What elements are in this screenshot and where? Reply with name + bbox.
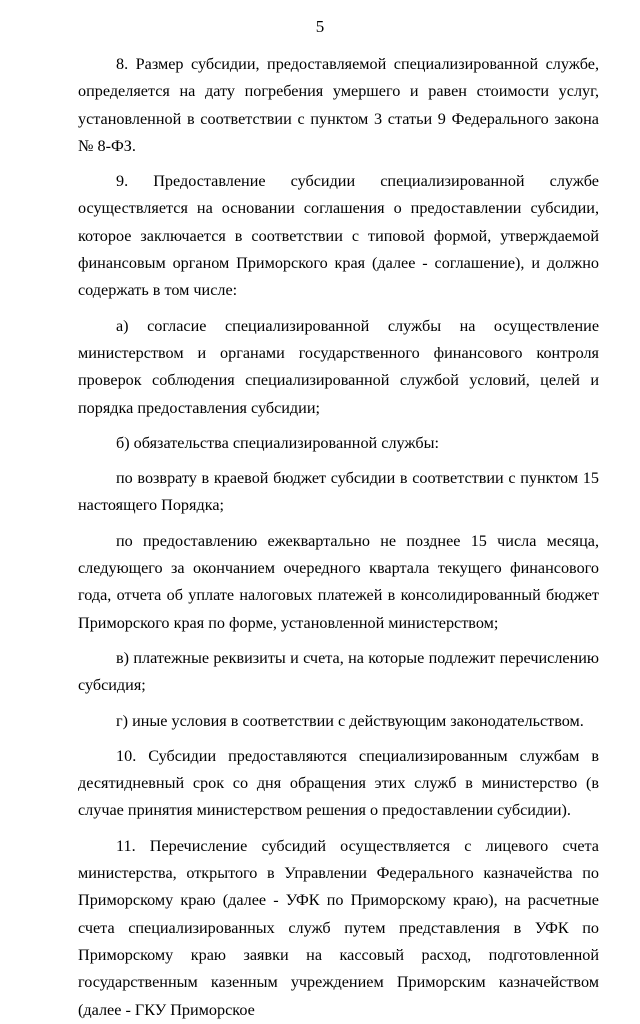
- paragraph-9b-return: по возврату в краевой бюджет субсидии в соответствии с пунктом 15 настоящего Порядка;: [78, 469, 599, 515]
- paragraph-9b: б) обязательства специализированной службы:: [116, 433, 439, 452]
- paragraph-9g: г) иные условия в соответствии с действующим законодательством.: [116, 711, 584, 730]
- paragraph-9b-report: по предоставлению ежеквартально не позднее 15 числа месяца, следующего за окончанием очередного квартала текущего финансового года, отчета об уплате налоговых платежей в консолидированный бюджет Приморского края по форме, установленной министерством;: [78, 531, 599, 632]
- paragraph-9v: в) платежные реквизиты и счета, на которые подлежит перечислению субсидия;: [78, 648, 599, 695]
- page-number: 5: [315, 17, 325, 36]
- document-body: [78, 51, 599, 1024]
- paragraph-11: 11. Перечисление субсидий осуществляется с лицевого счета министерства, открытого в Управлении Федерального казначейства по Приморскому краю (далее - УФК по Приморскому краю), на расчетные счета специализированных служб путем представления в УФК по Приморскому краю заявки на кассовый расход, подготовленной государственным казенным учреждением Приморским казначейством (далее - ГКУ Приморское: [78, 836, 599, 1019]
- paragraph-8: 8. Размер субсидии, предоставляемой специализированной службе, определяется на дату погребения умершего и равен стоимости услуг, установленной в соответствии с пунктом 3 статьи 9 Федерального закона № 8-ФЗ.: [78, 55, 599, 155]
- paragraph-9: 9. Предоставление субсидии специализированной службе осуществляется на основании соглашения о предоставлении субсидии, которое заключается в соответствии с типовой формой, утверждаемой финансовым органом Приморского края (далее - соглашение), и должно содержать в том числе:: [78, 172, 599, 300]
- paragraph-9a: а) согласие специализированной службы на осуществление министерством и органами государственного финансового контроля проверок соблюдения специализированной службой условий, целей и порядка предоставления субсидии;: [78, 316, 599, 417]
- paragraph-10: 10. Субсидии предоставляются специализированным службам в десятидневный срок со дня обращения этих служб в министерство (в случае принятия министерством решения о предоставлении субсидии).: [78, 746, 599, 820]
